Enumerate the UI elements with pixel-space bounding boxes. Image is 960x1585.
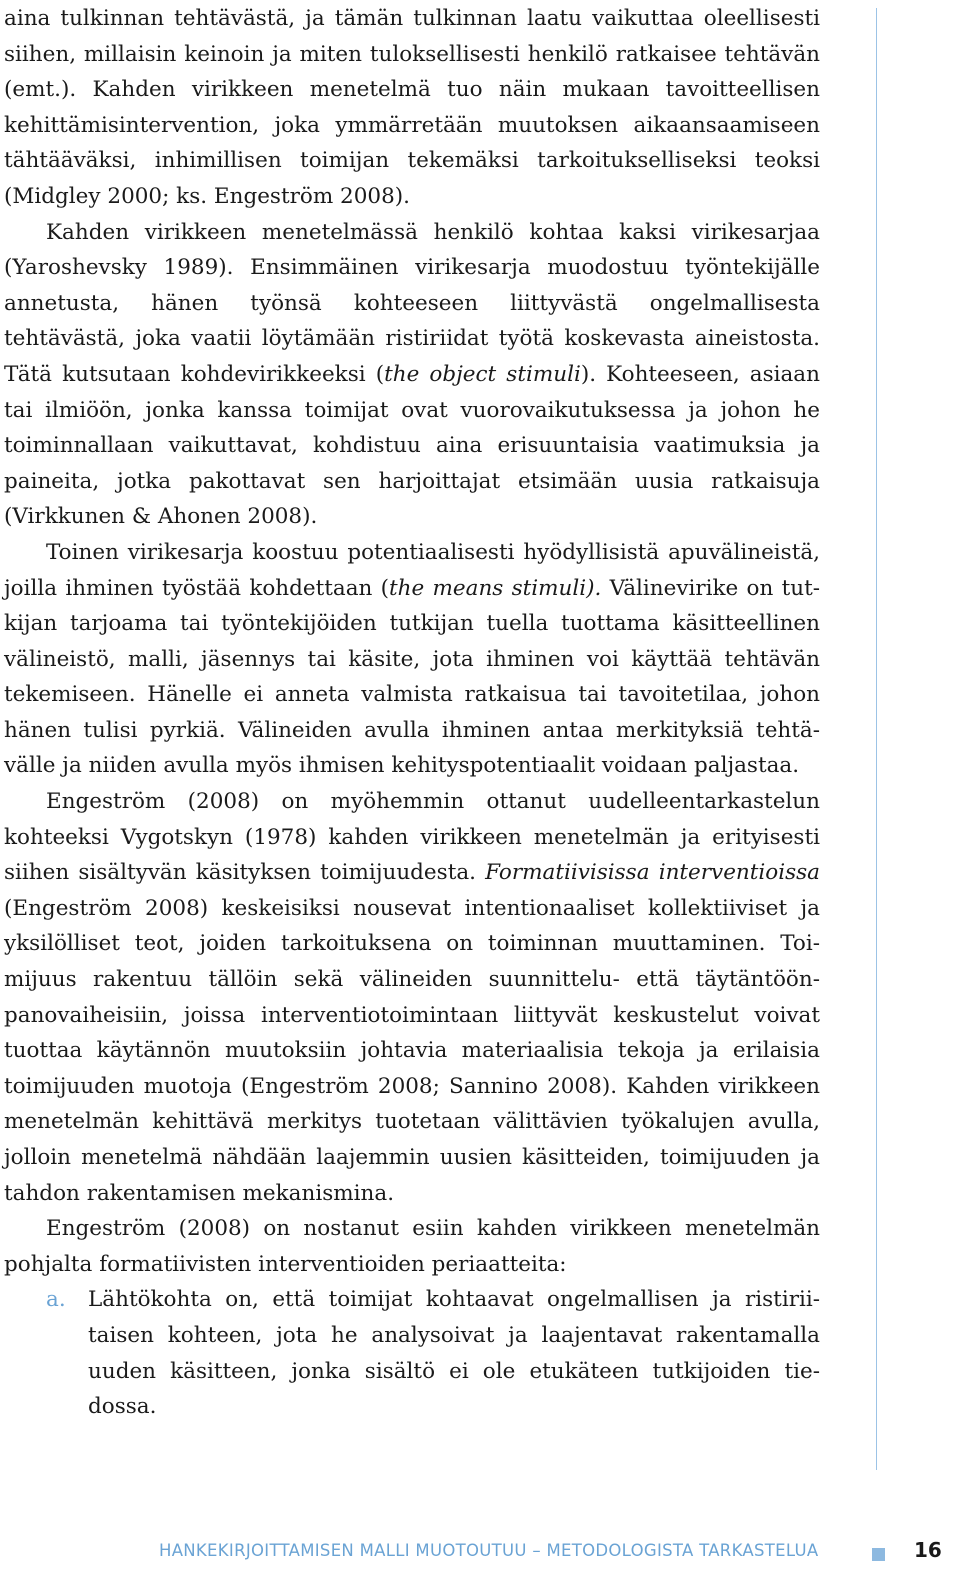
principles-list — [4, 1282, 820, 1424]
paragraph-1 — [4, 1, 820, 215]
paragraph-3-text-after: Välinevirike on tutkijan tarjoama tai työntekijöiden tutkijan tuella tuottama käsitteellinen välineistö, malli, jäsennys tai käsite, jota ihminen voi käyttää tehtävän tekemiseen. Hänelle ei anneta valmista ratkaisua tai tavoitetilaa, johon hänen tulisi pyrkiä. Välineiden avulla ihminen antaa merkityksiä tehtävälle ja niiden avulla myös ihmisen kehityspotentiaalit voidaan paljastaa. — [4, 575, 820, 779]
page-number: 16 — [914, 1538, 942, 1562]
margin-rule — [876, 8, 877, 1470]
paragraph-3-italic-term: the means stimuli). — [389, 575, 602, 601]
paragraph-3 — [4, 535, 820, 784]
paragraph-4-text-before: Engeström (2008) on myöhemmin ottanut uudelleentarkastelun kohteeksi Vygotskyn (1978) kahden virikkeen menetelmän ja erityisesti siihen sisältyvän käsityksen toimijuudesta. — [4, 789, 820, 886]
paragraph-4 — [4, 784, 820, 1211]
paragraph-4-text-after: (Engeström 2008) keskeisiksi nousevat intentionaaliset kollektiiviset ja yksilölliset teot, joiden tarkoituksena on toiminnan muuttaminen. Toimijuus rakentuu tällöin sekä välineiden suunnittelu- että täytäntöönpanovaiheisiin, joissa interventiotoimintaan liittyvät keskustelut voivat tuottaa käytännön muutoksiin johtavia materiaalisia tekoja ja erilaisia toimijuuden muotoja (Engeström 2008; Sannino 2008). Kahden virikkeen menetelmän kehittävä merkitys tuotetaan välittävien työkalujen avulla, jolloin menetelmä nähdään laajemmin uusien käsitteiden, toimijuuden ja tahdon rakentamisen mekanismina. — [4, 895, 820, 1206]
paragraph-2-text-after: ). Kohteeseen, asiaan tai ilmiöön, jonka kanssa toimijat ovat vuorovaikutuksessa ja johon he toiminnallaan vaikuttavat, kohdistuu aina erisuuntaisia vaatimuksia ja paineita, jotka pakottavat sen harjoittajat etsimään uusia ratkaisuja (Virkkunen & Ahonen 2008). — [4, 361, 820, 530]
body-text — [4, 1, 820, 1425]
paragraph-1-text: aina tulkinnan tehtävästä, ja tämän tulkinnan laatu vaikuttaa oleellisesti siihen, millaisin keinoin ja miten tuloksellisesti henkilö ratkaisee tehtävän (emt.). Kahden virikkeen menetelmä tuo näin mukaan tavoitteellisen kehittämisintervention, joka ymmärretään muutoksen aikaansaamiseen tähtääväksi, inhimillisen toimijan tekemäksi tarkoitukselliseksi teoksi (Midgley 2000; ks. Engeström 2008). — [4, 6, 820, 209]
paragraph-2-text-before: Kahden virikkeen menetelmässä henkilö kohtaa kaksi virikesarjaa (Yaroshevsky 1989). Ensimmäinen virikesarja muodostuu työntekijälle annetusta, hänen työnsä kohteeseen liittyvästä ongelmallisesta tehtävästä, joka vaatii löytämään ristiriidat työtä koskevasta aineistosta. Tätä kutsutaan kohdevirikkeeksi ( — [4, 219, 820, 387]
paragraph-5 — [4, 1211, 820, 1282]
paragraph-2-italic-term: the object stimuli — [384, 361, 581, 387]
paragraph-3-text-before: Toinen virikesarja koostuu potentiaalisesti hyödyllisistä apuvälineistä, joilla ihminen työstää kohdettaan ( — [4, 539, 820, 601]
list-item-marker: a. — [46, 1287, 66, 1313]
paragraph-2 — [4, 215, 820, 535]
paragraph-4-italic-term: Formatiivisissa interventioissa — [485, 860, 820, 886]
footer-square-marker — [872, 1548, 885, 1561]
list-item-text: Lähtökohta on, että toimijat kohtaavat ongelmallisen ja ristiriitaisen kohteen, jota he analysoivat ja laajentavat rakentamalla uuden käsitteen, jonka sisältö ei ole etukäteen tutkijoiden tiedossa. — [88, 1287, 820, 1420]
list-item — [4, 1282, 820, 1424]
paragraph-5-text: Engeström (2008) on nostanut esiin kahden virikkeen menetelmän pohjalta formatiivisten interventioiden periaatteita: — [4, 1216, 820, 1277]
running-footer-title: HANKEKIRJOITTAMISEN MALLI MUOTOUTUU – METODOLOGISTA TARKASTELUA — [159, 1541, 819, 1560]
